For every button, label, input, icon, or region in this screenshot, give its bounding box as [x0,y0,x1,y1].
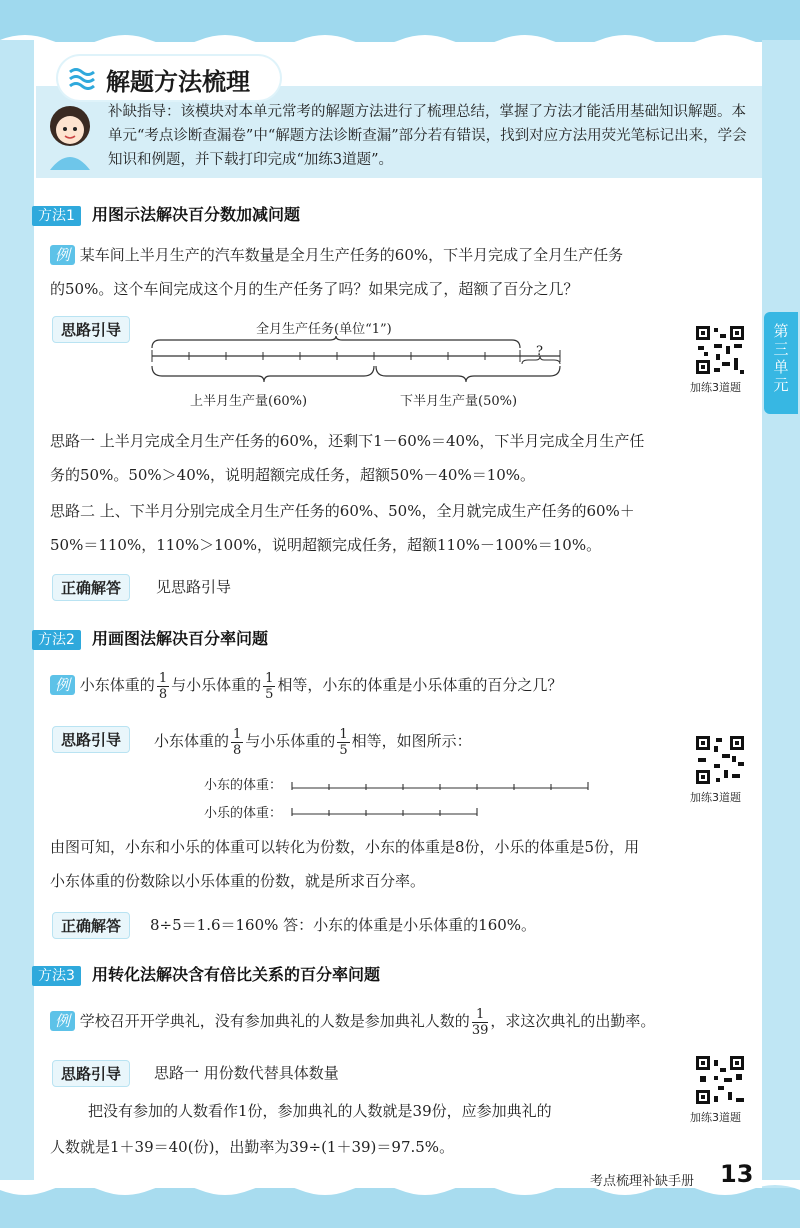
teacher-avatar [40,100,100,170]
unit-tab-char: 单 [773,358,789,376]
guide-label: 思路引导 [52,316,130,343]
fraction-numerator: 1 [472,1007,489,1023]
method-2-header [32,626,268,649]
book-title: 考点梳理补缺手册 [590,1174,695,1189]
explanation-text: 由图可知，小东和小乐的体重可以转化为份数，小东的体重是8份，小乐的体重是5份，用 [50,838,640,856]
method-badge: 方法2 [32,630,81,650]
segment-diagram-1 [150,336,570,386]
example-text: 的50%。这个车间完成这个月的生产任务了吗？如果完成了，超额了百分之几？ [50,280,579,298]
answer-text: 见思路引导 [156,578,232,596]
fraction-denominator: 8 [158,686,168,702]
section-title: 解题方法梳理 [106,68,250,96]
idea-text: 务的50%。50%＞40%，说明超额完成任务，超额50%－40%＝10%。 [50,466,536,484]
fraction-denominator: 8 [233,742,242,758]
method-3-example [50,1004,770,1038]
fraction-denominator: 5 [339,742,348,758]
diagram-bottom-left-label: 上半月生产量(60%) [190,394,308,409]
example-badge: 例 [50,245,75,265]
fraction [337,727,349,758]
qr-code-icon[interactable] [694,1054,746,1106]
method-3-explanation-1: 把没有参加的人数看作1份，参加典礼的人数就是39份，应参加典礼的 [88,1102,552,1120]
unit-tab-char: 三 [773,340,789,358]
method-3-explanation-2: 人数就是1＋39＝40(份)，出勤率为39÷(1＋39)＝97.5%。 [50,1138,455,1156]
guide-text: 与小乐体重的 [245,732,336,750]
example-text: 学校召开开学典礼，没有参加典礼的人数是参加典礼人数的 [79,1012,470,1030]
fraction-numerator: 1 [339,726,348,742]
idea-text: 50%＝110%，110%＞100%，说明超额完成任务，超额110%－100%＝10%。 [50,536,602,554]
fraction-numerator: 1 [158,670,168,686]
fraction [263,671,275,702]
example-text: 与小乐体重的 [171,676,262,694]
idea-title: 思路一 用份数代替具体数量 [154,1064,339,1082]
guide-text: 相等，如图所示： [351,732,472,750]
diagram-row-1-label: 小东的体重： [204,778,283,793]
fraction-denominator: 39 [471,1022,489,1038]
segment-diagram-2 [290,776,600,820]
idea-text: 思路二 上、下半月分别完成全月生产任务的60%、50%，全月就完成生产任务的60%＋ [50,502,635,520]
fraction [472,1007,489,1038]
qr-label: 加练3道题 [690,791,741,804]
fraction [157,671,169,702]
method-1-idea-1 [50,424,770,492]
left-border [0,40,34,1190]
fraction [231,727,243,758]
guide-label: 思路引导 [52,1060,130,1087]
answer-label: 正确解答 [52,574,130,601]
method-1-example [50,238,770,306]
method-3-header [32,962,380,985]
answer-text: 8÷5＝1.6＝160% 答：小东的体重是小乐体重的160%。 [150,916,537,934]
diagram-question-mark: ? [536,344,543,359]
qr-code-icon[interactable] [694,324,746,376]
fraction-numerator: 1 [233,726,242,742]
method-2-explanation [50,830,770,898]
qr-label: 加练3道题 [690,1111,741,1124]
guide-text: 小东体重的 [154,732,230,750]
method-title: 用图示法解决百分数加减问题 [92,205,301,224]
method-title: 用转化法解决含有倍比关系的百分率问题 [92,965,381,984]
example-text: 某车间上半月生产的汽车数量是全月生产任务的60%，下半月完成了全月生产任务 [79,246,624,264]
unit-tab-char: 元 [773,376,789,394]
example-badge: 例 [50,1011,75,1031]
diagram-row-2-label: 小乐的体重： [204,806,283,821]
guide-label: 思路引导 [52,726,130,753]
diagram-top-label: 全月生产任务(单位“1”) [256,322,392,337]
wave-lines-icon [68,66,98,90]
method-badge: 方法1 [32,206,81,226]
guide-text: 补缺指导：该模块对本单元常考的解题方法进行了梳理总结，掌握了方法才能活用基础知识解题。本单元“考点诊断查漏卷”中“解题方法诊断查漏”部分若有错误，找到对应方法用荧光笔标记出来，学会知识和例题，并下载打印完成“加练3道题”。 [108,104,747,168]
example-text: ，求这次典礼的出勤率。 [490,1012,656,1030]
method-1-header [32,202,300,225]
unit-tab-char: 第 [773,322,789,340]
example-badge: 例 [50,675,75,695]
unit-tab [764,312,798,414]
qr-label: 加练3道题 [690,381,741,394]
method-1-idea-2 [50,494,770,562]
qr-code-icon[interactable] [694,734,746,786]
example-text: 小东体重的 [79,676,155,694]
method-2-example [50,668,770,702]
answer-label: 正确解答 [52,912,130,939]
diagram-bottom-right-label: 下半月生产量(50%) [400,394,518,409]
method-title: 用画图法解决百分率问题 [92,629,269,648]
fraction-numerator: 1 [265,670,274,686]
method-badge: 方法3 [32,966,81,986]
method-2-guide-text [154,724,472,758]
example-text: 相等，小东的体重是小乐体重的百分之几？ [277,676,563,694]
page-number: 13 [720,1160,754,1188]
explanation-text: 小东体重的份数除以小乐体重的份数，就是所求百分率。 [50,872,426,890]
fraction-denominator: 5 [265,686,274,702]
idea-text: 思路一 上半月完成全月生产任务的60%，还剩下1－60%＝40%，下半月完成全月生产任 [50,432,645,450]
